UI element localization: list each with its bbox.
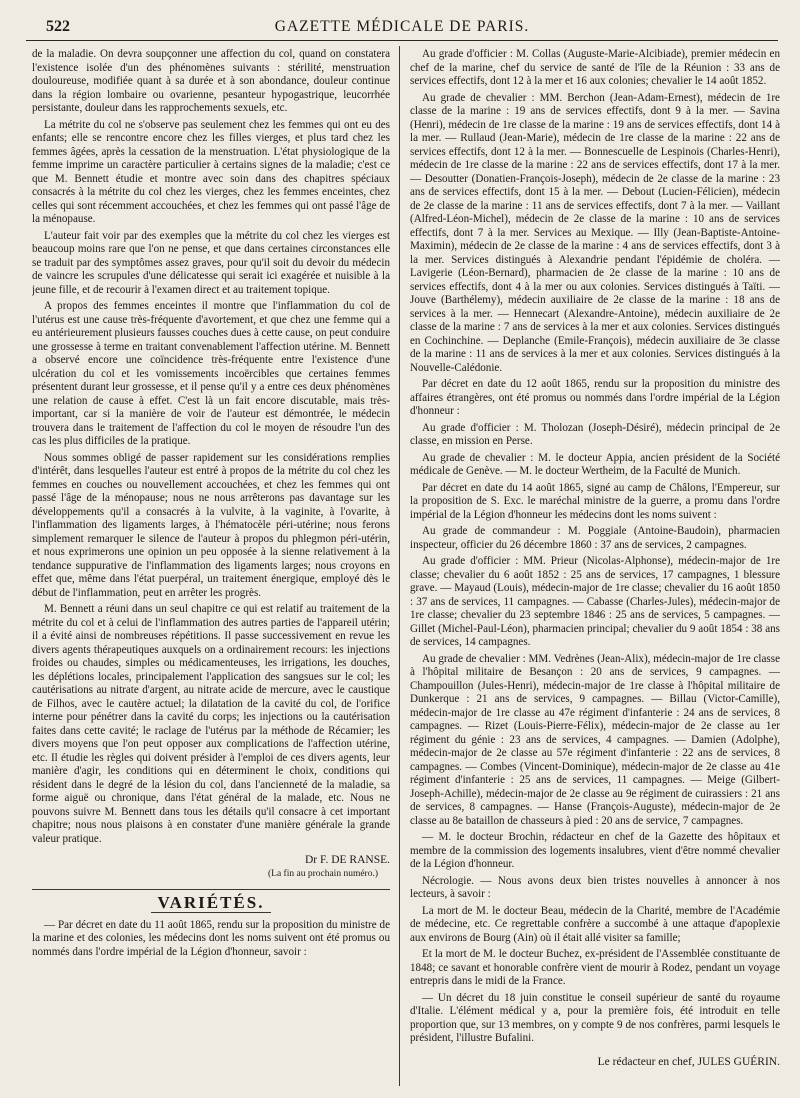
decoration-entry: Au grade de commandeur : M. Poggiale (Antoine-Baudoin), pharmacien inspecteur, officier du 26 décembre 1860 : 37 ans de services, 2 campagnes.	[410, 525, 780, 551]
article-paragraph: La métrite du col ne s'observe pas seulement chez les femmes qui ont eu des enfants; elle se rencontre encore chez les filles vierges, et plus tard chez les femmes âgées, après la cessation de la menstruation. L'état physiologique de la femme imprime un caractère particulier à certains signes de la maladie; c'est ce que M. Bennett étudie et montre avec soin dans des chapitres spéciaux consacrés à la métrite du col chez les vierges, chez les femmes enceintes, chez celles qui sont récemment accouchées, et chez les femmes qui ont passé l'âge de la ménopause.	[32, 118, 390, 225]
decoration-entry: Au grade de chevalier : M. le docteur Appia, ancien président de la Société médicale de Genève. — M. le docteur Wertheim, de la Faculté de Munich.	[410, 451, 780, 477]
news-paragraph: — Un décret du 18 juin constitue le conseil supérieur de santé du royaume d'Italie. L'élément médical y a, pour la première fois, été introduit en telle proportion que, sur 13 membres, on y compte 9 de nos confrères, parmi lesquels le président, l'illustre Bufalini.	[410, 991, 780, 1044]
section-divider	[32, 889, 390, 890]
varietes-intro: — Par décret en date du 11 août 1865, rendu sur la proposition du ministre de la marine et des colonies, les médecins dont les noms suivent ont été promus ou nommés dans l'ordre impérial de la Légion d'honneur, savoir :	[32, 918, 390, 958]
decree-paragraph: Par décret en date du 14 août 1865, signé au camp de Châlons, l'Empereur, sur la proposition de S. Exc. le maréchal ministre de la guerre, a promu dans l'ordre impérial de la Légion d'honneur les médecins dont les noms suivent :	[410, 481, 780, 521]
article-paragraph: L'auteur fait voir par des exemples que la métrite du col chez les vierges est beaucoup moins rare que l'on ne pense, et que dans certaines circonstances elle se traduit par des symptômes assez graves, pour qu'il soit du devoir du médecin de vaincre les scrupules d'une délicatesse qui serait ici exagérée et nuisible à la jeune fille, et de recourir à l'examen direct et au traitement topique.	[32, 229, 390, 296]
decoration-entry: Au grade de chevalier : MM. Berchon (Jean-Adam-Ernest), médecin de 1re classe de la marine : 19 ans de services effectifs, dont 9 à la mer. — Savina (Henri), médecin de 1re classe de la marine : 19 ans de services effectifs, dont 14 à la mer. — Rullaud (Jean-Marie), médecin de 1re classe de la marine : 22 ans de services effectifs, dont 12 à la mer. — Bonnescuelle de Lespinois (Charles-Henri), médecin de 1re classe de la marine : 22 ans de services effectifs, dont 17 à la mer. — Desoutter (Donatien-François-Joseph), médecin de 2e classe de la marine : 23 ans de services effectifs, dont 15 à la mer. — Debout (Lucien-Félicien), médecin de 2e classe de la marine : 11 ans de services effectifs, dont 7 à la mer. — Vaillant (Alfred-Léon-Michel), médecin de 2e classe de la marine : 10 ans de services effectifs, dont 7 à la mer. Services au Mexique. — Illy (Jean-Baptiste-Antoine-Maximin), médecin de 2e classe de la marine : 4 ans de services effectifs, dont 3 à la mer. Services distingués à Alexandrie pendant l'épidémie de choléra. — Lavigerie (Léon-Bernard), pharmacien de 2e classe de la marine : 10 ans de services effectifs, dont 4 à la mer ou aux colonies. Services distingués à Taïti. — Jouve (Barthélemy), médecin auxiliaire de 2e classe de la marine : 18 ans de services à la mer. — Hennecart (Alexandre-Antoine), médecin auxiliaire de 2e classe de la marine : 7 ans de services à la mer et aux colonies. Services distingués en Cochinchine. — Deplanche (Emile-François), médecin auxiliaire de 3e classe de la marine : 11 ans de services à la mer et aux colonies. Services distingués à la Nouvelle-Calédonie.	[410, 91, 780, 374]
continuation-note: (La fin au prochain numéro.)	[268, 868, 378, 879]
journal-title: GAZETTE MÉDICALE DE PARIS.	[274, 18, 530, 35]
article-paragraph: de la maladie. On devra soupçonner une affection du col, quand on constatera l'existence isolée d'un des phénomènes suivants : stérilité, menstruation douloureuse, modifiée quant à sa durée et à son abondance, douleur continue dans la région lombaire ou ovarienne, pesanteur hypogastrique, leucorrhée persistante, douleur dans les rapprochements sexuels, etc.	[32, 48, 390, 114]
decree-paragraph: Par décret en date du 12 août 1865, rendu sur la proposition du ministre des affaires étrangères, ont été promus ou nommés dans l'ordre impérial de la Légion d'honneur :	[410, 378, 780, 417]
decoration-entry: Au grade d'officier : MM. Prieur (Nicolas-Alphonse), médecin-major de 1re classe; chevalier du 6 août 1852 : 25 ans de services, 17 campagnes, 1 blessure grave. — Mayaud (Louis), médecin-major de 1re classe; chevalier du 16 août 1850 : 37 ans de services, 11 campagnes. — Cabasse (Charles-Jules), médecin-major de 1re classe; chevalier du 23 septembre 1846 : 25 ans de services, 5 campagnes. — Gillet (Michel-Paul-Léon), pharmacien principal; chevalier du 9 août 1854 : 38 ans de services, 14 campagnes.	[410, 555, 780, 648]
decoration-entry: Au grade d'officier : M. Collas (Auguste-Marie-Alcibiade), premier médecin en chef de la marine, chef du service de santé de l'île de la Réunion : 33 ans de services effectifs, dont 12 à la mer et 16 aux colonies; chevalier le 14 août 1852.	[410, 48, 780, 87]
decoration-entry: Au grade de chevalier : MM. Vedrènes (Jean-Alix), médecin-major de 1re classe à l'hôpital militaire de Besançon : 20 ans de services, 9 campagnes. — Champouillon (Jules-Henri), médecin-major de 1re classe à l'hôpital militaire de Dunkerque : 21 ans de services, 9 campagnes. — Billau (Victor-Camille), médecin-major de 1re classe au 47e régiment d'infanterie : 24 ans de services, 8 campagnes. — Rizet (Louis-Pierre-Félix), médecin-major de 2e classe au 1er régiment du génie : 23 ans de services, 4 campagnes. — Damien (Adolphe), médecin-major de 2e classe au 57e régiment d'infanterie : 22 ans de services, 8 campagnes. — Combes (Vincent-Dominique), médecin-major de 2e classe au 41e régiment d'infanterie : 25 ans de services, 11 campagnes. — Meige (Gilbert-Joseph-Achille), médecin-major de 2e classe au 9e régiment de cuirassiers : 21 ans de services, 8 campagnes. — Hanse (François-Auguste), médecin-major de 2e classe au 8e bataillon de chasseurs à pied : 20 ans de service, 7 campagnes.	[410, 652, 780, 827]
news-paragraph: — M. le docteur Brochin, rédacteur en chef de la Gazette des hôpitaux et membre de la commission des logements insalubres, vient d'être nommé chevalier de la Légion d'honneur.	[410, 831, 780, 870]
editor-signature: Le rédacteur en chef, JULES GUÉRIN.	[597, 1055, 780, 1068]
decoration-entry: Au grade d'officier : M. Tholozan (Joseph-Désiré), médecin principal de 2e classe, en mission en Perse.	[410, 421, 780, 447]
section-title: VARIÉTÉS.	[157, 893, 265, 912]
obituary-paragraph: Et la mort de M. le docteur Buchez, ex-président de l'Assemblée constituante de 1848; ce savant et honorable confrère vient de mourir à Rodez, pendant un voyage entrepris dans le midi de la France.	[410, 948, 780, 987]
left-column	[32, 48, 390, 1084]
column-divider	[399, 46, 400, 1086]
author-signature: Dr F. DE RANSE.	[304, 854, 390, 866]
obituary-heading-paragraph: Nécrologie. — Nous avons deux bien tristes nouvelles à annoncer à nos lecteurs, à savoir :	[410, 874, 780, 900]
obituary-paragraph: La mort de M. le docteur Beau, médecin de la Charité, membre de l'Académie de médecine, etc. Ce regrettable confrère a succombé à une attaque d'apoplexie aux environs de Bourg (Ain) où il était allé visiter sa famille;	[410, 904, 780, 944]
article-paragraph: M. Bennett a réuni dans un seul chapitre ce qui est relatif au traitement de la métrite du col et à celui de l'inflammation des autres parties de l'appareil utérin; il a évité ainsi de nombreuses répétitions. Il passe successivement en revue les divers agents thérapeutiques auxquels on a ordinairement recours: les injections froides ou chaudes, simples ou médicamenteuses, les irrigations, les douches, les déplétions locales, principalement l'application des sangsues sur le col; les cautérisations au nitrate d'argent, au nitrate acide de mercure, avec le caustique de Filhos, avec le cautère actuel; la dilatation de la cavité du col, de l'orifice interne pour pénétrer dans la cavité du corps; les injections ou la cautérisation faites dans cette cavité; le raclage de l'utérus par la méthode de Récamier; les divers moyens que l'on peut opposer aux complications de l'affection utérine, etc. Il étudie les règles qui doivent présider à l'emploi de ces divers agents, leur manière d'agir, les conditions qui en déterminent le choix, conditions qui résident dans le degré de la lésion du col, dans l'ancienneté de la maladie, sa forme aiguë ou chronique, dans l'état général de la malade, etc. Nous ne pouvons suivre M. Bennett dans tous les détails qu'il consacre à cet important chapitre; nous nous plaisons à en constater d'une manière générale la grande valeur pratique.	[32, 603, 390, 845]
article-paragraph: A propos des femmes enceintes il montre que l'inflammation du col de l'utérus est une cause très-fréquente d'avortement, et que chez une femme qui a eu antérieurement plusieurs fausses couches dues à cette cause, on peut conduire une grossesse à terme en traitant convenablement l'affection utérine. M. Bennett a observé encore une coïncidence très-fréquente entre l'existence d'une ulcération du col et les vomissements incoërcibles que certaines femmes présentent durant leur grossesse, et il pense qu'il y a entre ces deux phénomènes une relation de cause à effet. C'est là un fait encore discutable, mais très-important, car si la manière de voir de l'auteur est démontrée, le médecin trouvera dans le traitement de l'affection du col le moyen de résoudre l'un des cas les plus difficiles de la pratique.	[32, 300, 390, 447]
right-column	[410, 48, 780, 1084]
article-paragraph: Nous sommes obligé de passer rapidement sur les considérations remplies d'intérêt, dans lesquelles l'auteur est entré à propos de la métrite du col chez les femmes en couches ou nouvellement accouchées, et chez les femmes qui ont passé l'âge de la ménopause; nous ne nous arrêterons pas davantage sur les développements qu'il a consacrés à la vulvite, à la vaginite, à l'ovarite, à l'inflammation des ligaments larges, à l'hématocèle péri-utérine; nous ferons simplement remarquer le silence de l'auteur à propos du phlegmon péri-utérin, et nous exprimerons une opinion un peu opposée à la sienne relativement à la tendance suppurative de l'inflammation des ligaments larges; nous croyons en effet que, même dans l'état puerpéral, un traitement énergique, employé dès le début de l'inflammation, peut en arrêter les progrès.	[32, 451, 390, 599]
page-number: 522	[46, 18, 70, 35]
page-header	[26, 14, 778, 41]
